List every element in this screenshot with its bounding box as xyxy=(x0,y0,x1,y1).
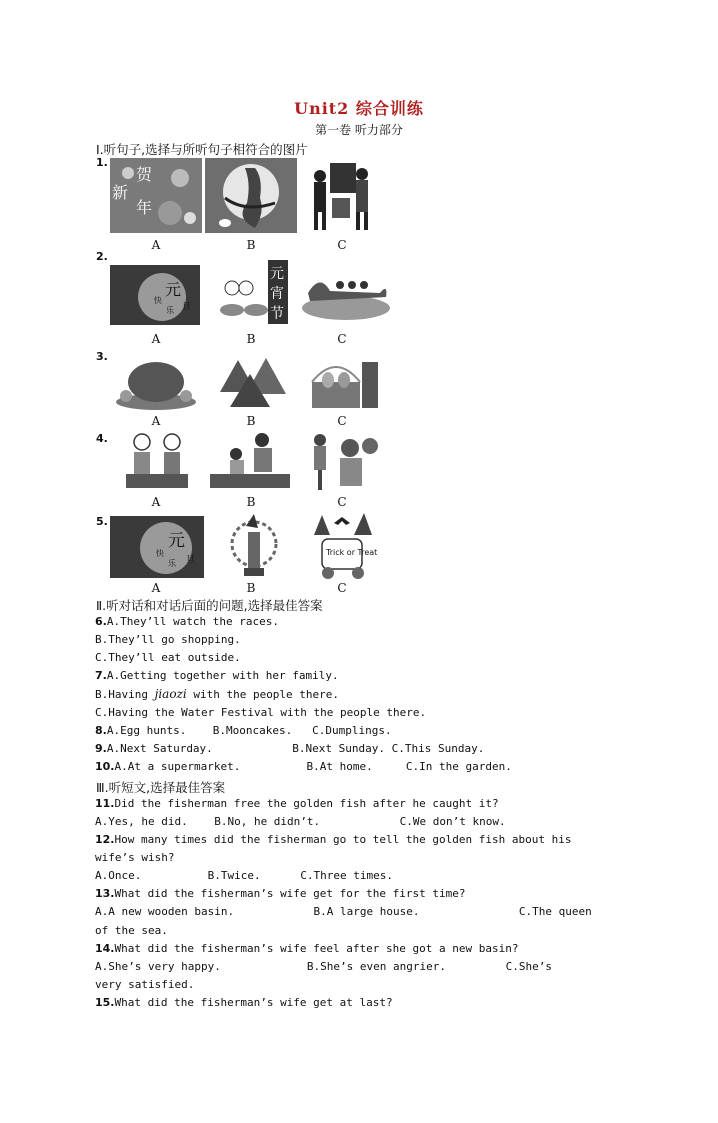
page-title: Unit2 综合训练 xyxy=(294,99,424,118)
text-line: 9.A.Next Saturday. B.Next Sunday. C.This Sunday. xyxy=(95,742,485,755)
text-line: A.Once. B.Twice. C.Three times. xyxy=(95,869,394,882)
section-1-heading: Ⅰ.听句子,选择与所听句子相符合的图片 xyxy=(96,142,308,157)
text-line: 13.What did the fisherman’s wife get for the first time? xyxy=(95,887,466,900)
section-3-heading: Ⅲ.听短文,选择最佳答案 xyxy=(96,780,226,795)
card-char-yuan: 元 xyxy=(168,531,185,551)
option-label: A xyxy=(151,332,161,346)
banner-char-yuan: 元 xyxy=(270,266,284,282)
zongzi-image xyxy=(210,352,294,410)
text-line: 14.What did the fisherman’s wife feel after she got a new basin? xyxy=(95,942,519,955)
text-line: A.She’s very happy. B.She’s even angrier. C.She’s xyxy=(95,960,552,973)
question-3-number: 3. xyxy=(96,350,108,363)
lantern-festival-image xyxy=(212,258,292,328)
trick-or-treat-image xyxy=(306,513,378,579)
question-1-number: 1. xyxy=(96,156,108,169)
card-char-xin: 新 xyxy=(112,183,129,202)
banner-char-jie: 节 xyxy=(270,306,284,322)
new-years-day-card-image xyxy=(110,265,200,325)
text-line: wife’s wish? xyxy=(95,851,175,864)
text-line: B.Having jiaozi with the people there. xyxy=(95,687,340,701)
trick-or-treat-sign: Trick or Treat xyxy=(326,548,378,557)
text-line: very satisfied. xyxy=(95,978,195,991)
text-line: B.They’ll go shopping. xyxy=(95,633,241,646)
question-5-number: 5. xyxy=(96,515,108,528)
option-label: B xyxy=(246,581,256,595)
card-char-yuan: 元 xyxy=(165,280,182,299)
text-line: A.Yes, he did. B.No, he didn’t. C.We don’t know. xyxy=(95,815,506,828)
text-line: A.A new wooden basin. B.A large house. C.The queen xyxy=(95,905,592,918)
option-label: C xyxy=(337,581,347,595)
card-char-le: 乐 xyxy=(168,559,176,568)
dragon-boat-image xyxy=(300,263,392,325)
page-subtitle: 第一卷 听力部分 xyxy=(315,123,403,137)
option-label: C xyxy=(337,332,347,346)
question-2-number: 2. xyxy=(96,250,108,263)
option-label: B xyxy=(246,238,256,252)
option-label: C xyxy=(337,414,347,428)
text-line: of the sea. xyxy=(95,924,168,937)
question-4-number: 4. xyxy=(96,432,108,445)
new-years-day-card-image-2 xyxy=(110,516,204,578)
easter-basket-image xyxy=(306,348,384,412)
text-line: 15.What did the fisherman’s wife get at last? xyxy=(95,996,393,1009)
roast-turkey-image xyxy=(112,350,200,412)
text-line: 10.A.At a supermarket. B.At home. C.In the garden. xyxy=(95,760,512,773)
text-line: 8.A.Egg hunts. B.Mooncakes. C.Dumplings. xyxy=(95,724,392,737)
children-cooking-image xyxy=(122,430,192,490)
halloween-witch-image xyxy=(226,514,282,580)
lady-with-plant-image xyxy=(306,430,378,492)
text-line: 11.Did the fisherman free the golden fish after he caught it? xyxy=(95,797,499,810)
moon-goddess-image xyxy=(205,158,297,233)
section-2-heading: Ⅱ.听对话和对话后面的问题,选择最佳答案 xyxy=(96,598,323,613)
text-line: 12.How many times did the fisherman go to tell the golden fish about his xyxy=(95,833,572,846)
option-label: C xyxy=(337,495,347,509)
option-label: A xyxy=(151,581,161,595)
text-line: 6.A.They’ll watch the races. xyxy=(95,615,280,628)
family-baking-image xyxy=(210,430,290,490)
card-char-dan: 旦 xyxy=(182,302,192,312)
card-char-nian: 年 xyxy=(136,198,153,217)
option-label: A xyxy=(151,495,161,509)
card-char-dan: 旦 xyxy=(186,555,196,565)
option-label: A xyxy=(151,414,161,428)
text-line: C.Having the Water Festival with the people there. xyxy=(95,706,427,719)
card-char-kuai: 快 xyxy=(156,549,164,558)
card-char-kuai: 快 xyxy=(154,296,162,305)
text-line: C.They’ll eat outside. xyxy=(95,651,241,664)
card-char-le: 乐 xyxy=(166,306,174,315)
card-char-he: 贺 xyxy=(136,165,153,184)
new-year-card-image xyxy=(110,158,202,233)
option-label: B xyxy=(246,332,256,346)
option-label: B xyxy=(246,414,256,428)
text-line: 7.A.Getting together with her family. xyxy=(95,669,339,682)
people-costume-image xyxy=(300,158,382,233)
option-label: C xyxy=(337,238,347,252)
banner-char-xiao: 宵 xyxy=(270,286,284,302)
option-label: B xyxy=(246,495,256,509)
option-label: A xyxy=(151,238,161,252)
